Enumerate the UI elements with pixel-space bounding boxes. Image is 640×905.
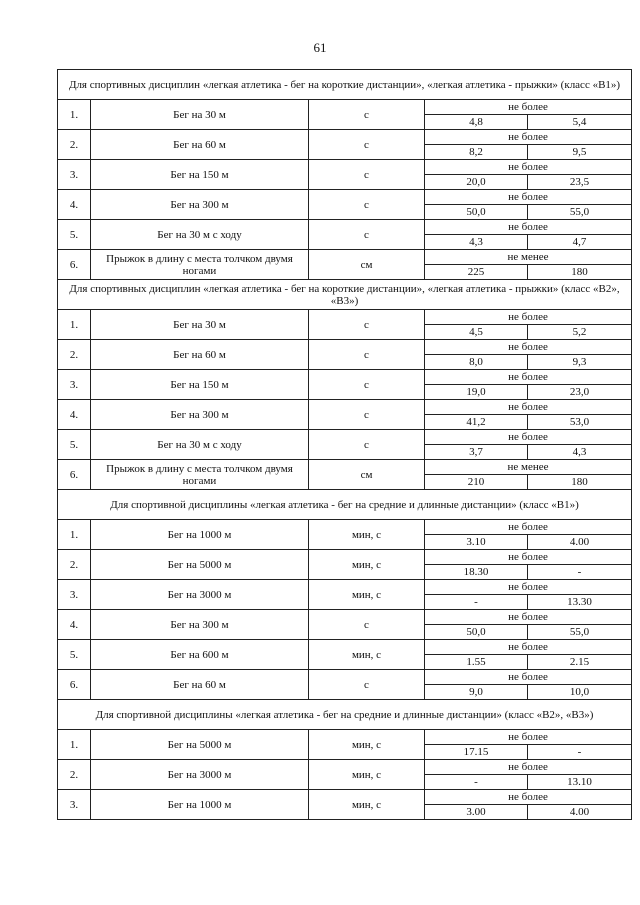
row-number: 3. (58, 160, 91, 190)
table-row (58, 100, 632, 115)
exercise-name: Бег на 1000 м (91, 520, 309, 550)
condition-cell: не более (425, 640, 632, 655)
value-cell-1: - (425, 775, 528, 790)
table-row (58, 730, 632, 745)
value-cell-2: 55,0 (528, 205, 632, 220)
row-number: 2. (58, 340, 91, 370)
value-cell-2: - (528, 565, 632, 580)
value-cell-2: 2.15 (528, 655, 632, 670)
exercise-name: Бег на 30 м с ходу (91, 220, 309, 250)
value-cell-2: 13.10 (528, 775, 632, 790)
condition-cell: не более (425, 520, 632, 535)
condition-cell: не более (425, 370, 632, 385)
row-number: 1. (58, 100, 91, 130)
value-cell-1: 17.15 (425, 745, 528, 760)
table-row (58, 220, 632, 235)
unit-cell: мин, с (309, 760, 425, 790)
condition-cell: не более (425, 580, 632, 595)
unit-cell: с (309, 340, 425, 370)
condition-cell: не более (425, 730, 632, 745)
value-cell-2: 180 (528, 475, 632, 490)
row-number: 6. (58, 460, 91, 490)
value-cell-2: 9,3 (528, 355, 632, 370)
value-cell-1: 1.55 (425, 655, 528, 670)
unit-cell: с (309, 670, 425, 700)
unit-cell: мин, с (309, 730, 425, 760)
table-row (58, 790, 632, 805)
page-number: 61 (313, 40, 327, 55)
row-number: 5. (58, 430, 91, 460)
value-cell-1: 19,0 (425, 385, 528, 400)
unit-cell: с (309, 220, 425, 250)
value-cell-2: 13.30 (528, 595, 632, 610)
value-cell-2: 5,2 (528, 325, 632, 340)
section-header-row (58, 70, 632, 100)
value-cell-1: 18.30 (425, 565, 528, 580)
value-cell-1: 20,0 (425, 175, 528, 190)
exercise-name: Бег на 3000 м (91, 580, 309, 610)
table-row (58, 400, 632, 415)
unit-cell: мин, с (309, 790, 425, 820)
standards-table (57, 69, 632, 820)
value-cell-2: 53,0 (528, 415, 632, 430)
table-row (58, 430, 632, 445)
value-cell-1: 225 (425, 265, 528, 280)
table-row (58, 130, 632, 145)
unit-cell: мин, с (309, 580, 425, 610)
unit-cell: с (309, 400, 425, 430)
unit-cell: с (309, 310, 425, 340)
value-cell-2: 180 (528, 265, 632, 280)
unit-cell: см (309, 250, 425, 280)
unit-cell: с (309, 610, 425, 640)
value-cell-2: 55,0 (528, 625, 632, 640)
value-cell-1: 3.10 (425, 535, 528, 550)
condition-cell: не более (425, 100, 632, 115)
section-header-row (58, 280, 632, 310)
row-number: 6. (58, 670, 91, 700)
value-cell-1: 3,7 (425, 445, 528, 460)
row-number: 6. (58, 250, 91, 280)
section-title: Для спортивной дисциплины «легкая атлетика - бег на средние и длинные дистанции» (класс «В1») (58, 490, 632, 520)
condition-cell: не более (425, 310, 632, 325)
value-cell-1: 50,0 (425, 205, 528, 220)
exercise-name: Бег на 60 м (91, 670, 309, 700)
unit-cell: мин, с (309, 640, 425, 670)
exercise-name: Бег на 300 м (91, 400, 309, 430)
value-cell-2: 4.00 (528, 535, 632, 550)
condition-cell: не менее (425, 460, 632, 475)
section-header-row (58, 700, 632, 730)
table-row (58, 370, 632, 385)
condition-cell: не более (425, 220, 632, 235)
condition-cell: не менее (425, 250, 632, 265)
unit-cell: мин, с (309, 550, 425, 580)
unit-cell: см (309, 460, 425, 490)
exercise-name: Прыжок в длину с места толчком двумя ногами (91, 250, 309, 280)
exercise-name: Бег на 1000 м (91, 790, 309, 820)
value-cell-1: 3.00 (425, 805, 528, 820)
table-row (58, 340, 632, 355)
value-cell-2: 10,0 (528, 685, 632, 700)
table-row (58, 250, 632, 265)
unit-cell: с (309, 430, 425, 460)
exercise-name: Бег на 5000 м (91, 550, 309, 580)
exercise-name: Бег на 300 м (91, 190, 309, 220)
row-number: 2. (58, 760, 91, 790)
value-cell-2: 9,5 (528, 145, 632, 160)
condition-cell: не более (425, 340, 632, 355)
value-cell-1: 8,2 (425, 145, 528, 160)
value-cell-1: 210 (425, 475, 528, 490)
table-row (58, 190, 632, 205)
value-cell-1: 50,0 (425, 625, 528, 640)
value-cell-2: 4,7 (528, 235, 632, 250)
section-title: Для спортивных дисциплин «легкая атлетика - бег на короткие дистанции», «легкая атлетика - прыжки» (класс «В2», «В3») (58, 280, 632, 310)
value-cell-1: 9,0 (425, 685, 528, 700)
value-cell-2: 4,3 (528, 445, 632, 460)
value-cell-1: 4,8 (425, 115, 528, 130)
condition-cell: не более (425, 430, 632, 445)
exercise-name: Бег на 30 м с ходу (91, 430, 309, 460)
row-number: 2. (58, 550, 91, 580)
table-row (58, 310, 632, 325)
row-number: 4. (58, 610, 91, 640)
table-row (58, 580, 632, 595)
unit-cell: с (309, 160, 425, 190)
value-cell-1: - (425, 595, 528, 610)
row-number: 3. (58, 580, 91, 610)
unit-cell: с (309, 370, 425, 400)
section-title: Для спортивной дисциплины «легкая атлетика - бег на средние и длинные дистанции» (класс «В2», «В3») (58, 700, 632, 730)
section-header-row (58, 490, 632, 520)
value-cell-2: 5,4 (528, 115, 632, 130)
row-number: 5. (58, 640, 91, 670)
table-row (58, 640, 632, 655)
exercise-name: Бег на 60 м (91, 340, 309, 370)
exercise-name: Бег на 30 м (91, 100, 309, 130)
condition-cell: не более (425, 130, 632, 145)
table-row (58, 760, 632, 775)
table-row (58, 610, 632, 625)
table-row (58, 460, 632, 475)
row-number: 4. (58, 190, 91, 220)
row-number: 5. (58, 220, 91, 250)
standards-sheet (57, 69, 631, 820)
exercise-name: Прыжок в длину с места толчком двумя ногами (91, 460, 309, 490)
exercise-name: Бег на 3000 м (91, 760, 309, 790)
condition-cell: не более (425, 400, 632, 415)
table-row (58, 550, 632, 565)
value-cell-2: 4.00 (528, 805, 632, 820)
exercise-name: Бег на 300 м (91, 610, 309, 640)
exercise-name: Бег на 600 м (91, 640, 309, 670)
unit-cell: с (309, 130, 425, 160)
condition-cell: не более (425, 670, 632, 685)
value-cell-1: 41,2 (425, 415, 528, 430)
row-number: 3. (58, 370, 91, 400)
value-cell-1: 8,0 (425, 355, 528, 370)
exercise-name: Бег на 150 м (91, 370, 309, 400)
value-cell-2: 23,5 (528, 175, 632, 190)
row-number: 1. (58, 730, 91, 760)
value-cell-1: 4,3 (425, 235, 528, 250)
row-number: 1. (58, 310, 91, 340)
value-cell-2: 23,0 (528, 385, 632, 400)
unit-cell: мин, с (309, 520, 425, 550)
table-row (58, 160, 632, 175)
value-cell-2: - (528, 745, 632, 760)
condition-cell: не более (425, 790, 632, 805)
unit-cell: с (309, 190, 425, 220)
row-number: 2. (58, 130, 91, 160)
unit-cell: с (309, 100, 425, 130)
condition-cell: не более (425, 160, 632, 175)
table-row (58, 670, 632, 685)
condition-cell: не более (425, 550, 632, 565)
value-cell-1: 4,5 (425, 325, 528, 340)
exercise-name: Бег на 150 м (91, 160, 309, 190)
condition-cell: не более (425, 760, 632, 775)
exercise-name: Бег на 60 м (91, 130, 309, 160)
exercise-name: Бег на 5000 м (91, 730, 309, 760)
row-number: 4. (58, 400, 91, 430)
condition-cell: не более (425, 190, 632, 205)
section-title: Для спортивных дисциплин «легкая атлетика - бег на короткие дистанции», «легкая атлетика - прыжки» (класс «В1») (58, 70, 632, 100)
condition-cell: не более (425, 610, 632, 625)
row-number: 1. (58, 520, 91, 550)
table-row (58, 520, 632, 535)
row-number: 3. (58, 790, 91, 820)
exercise-name: Бег на 30 м (91, 310, 309, 340)
